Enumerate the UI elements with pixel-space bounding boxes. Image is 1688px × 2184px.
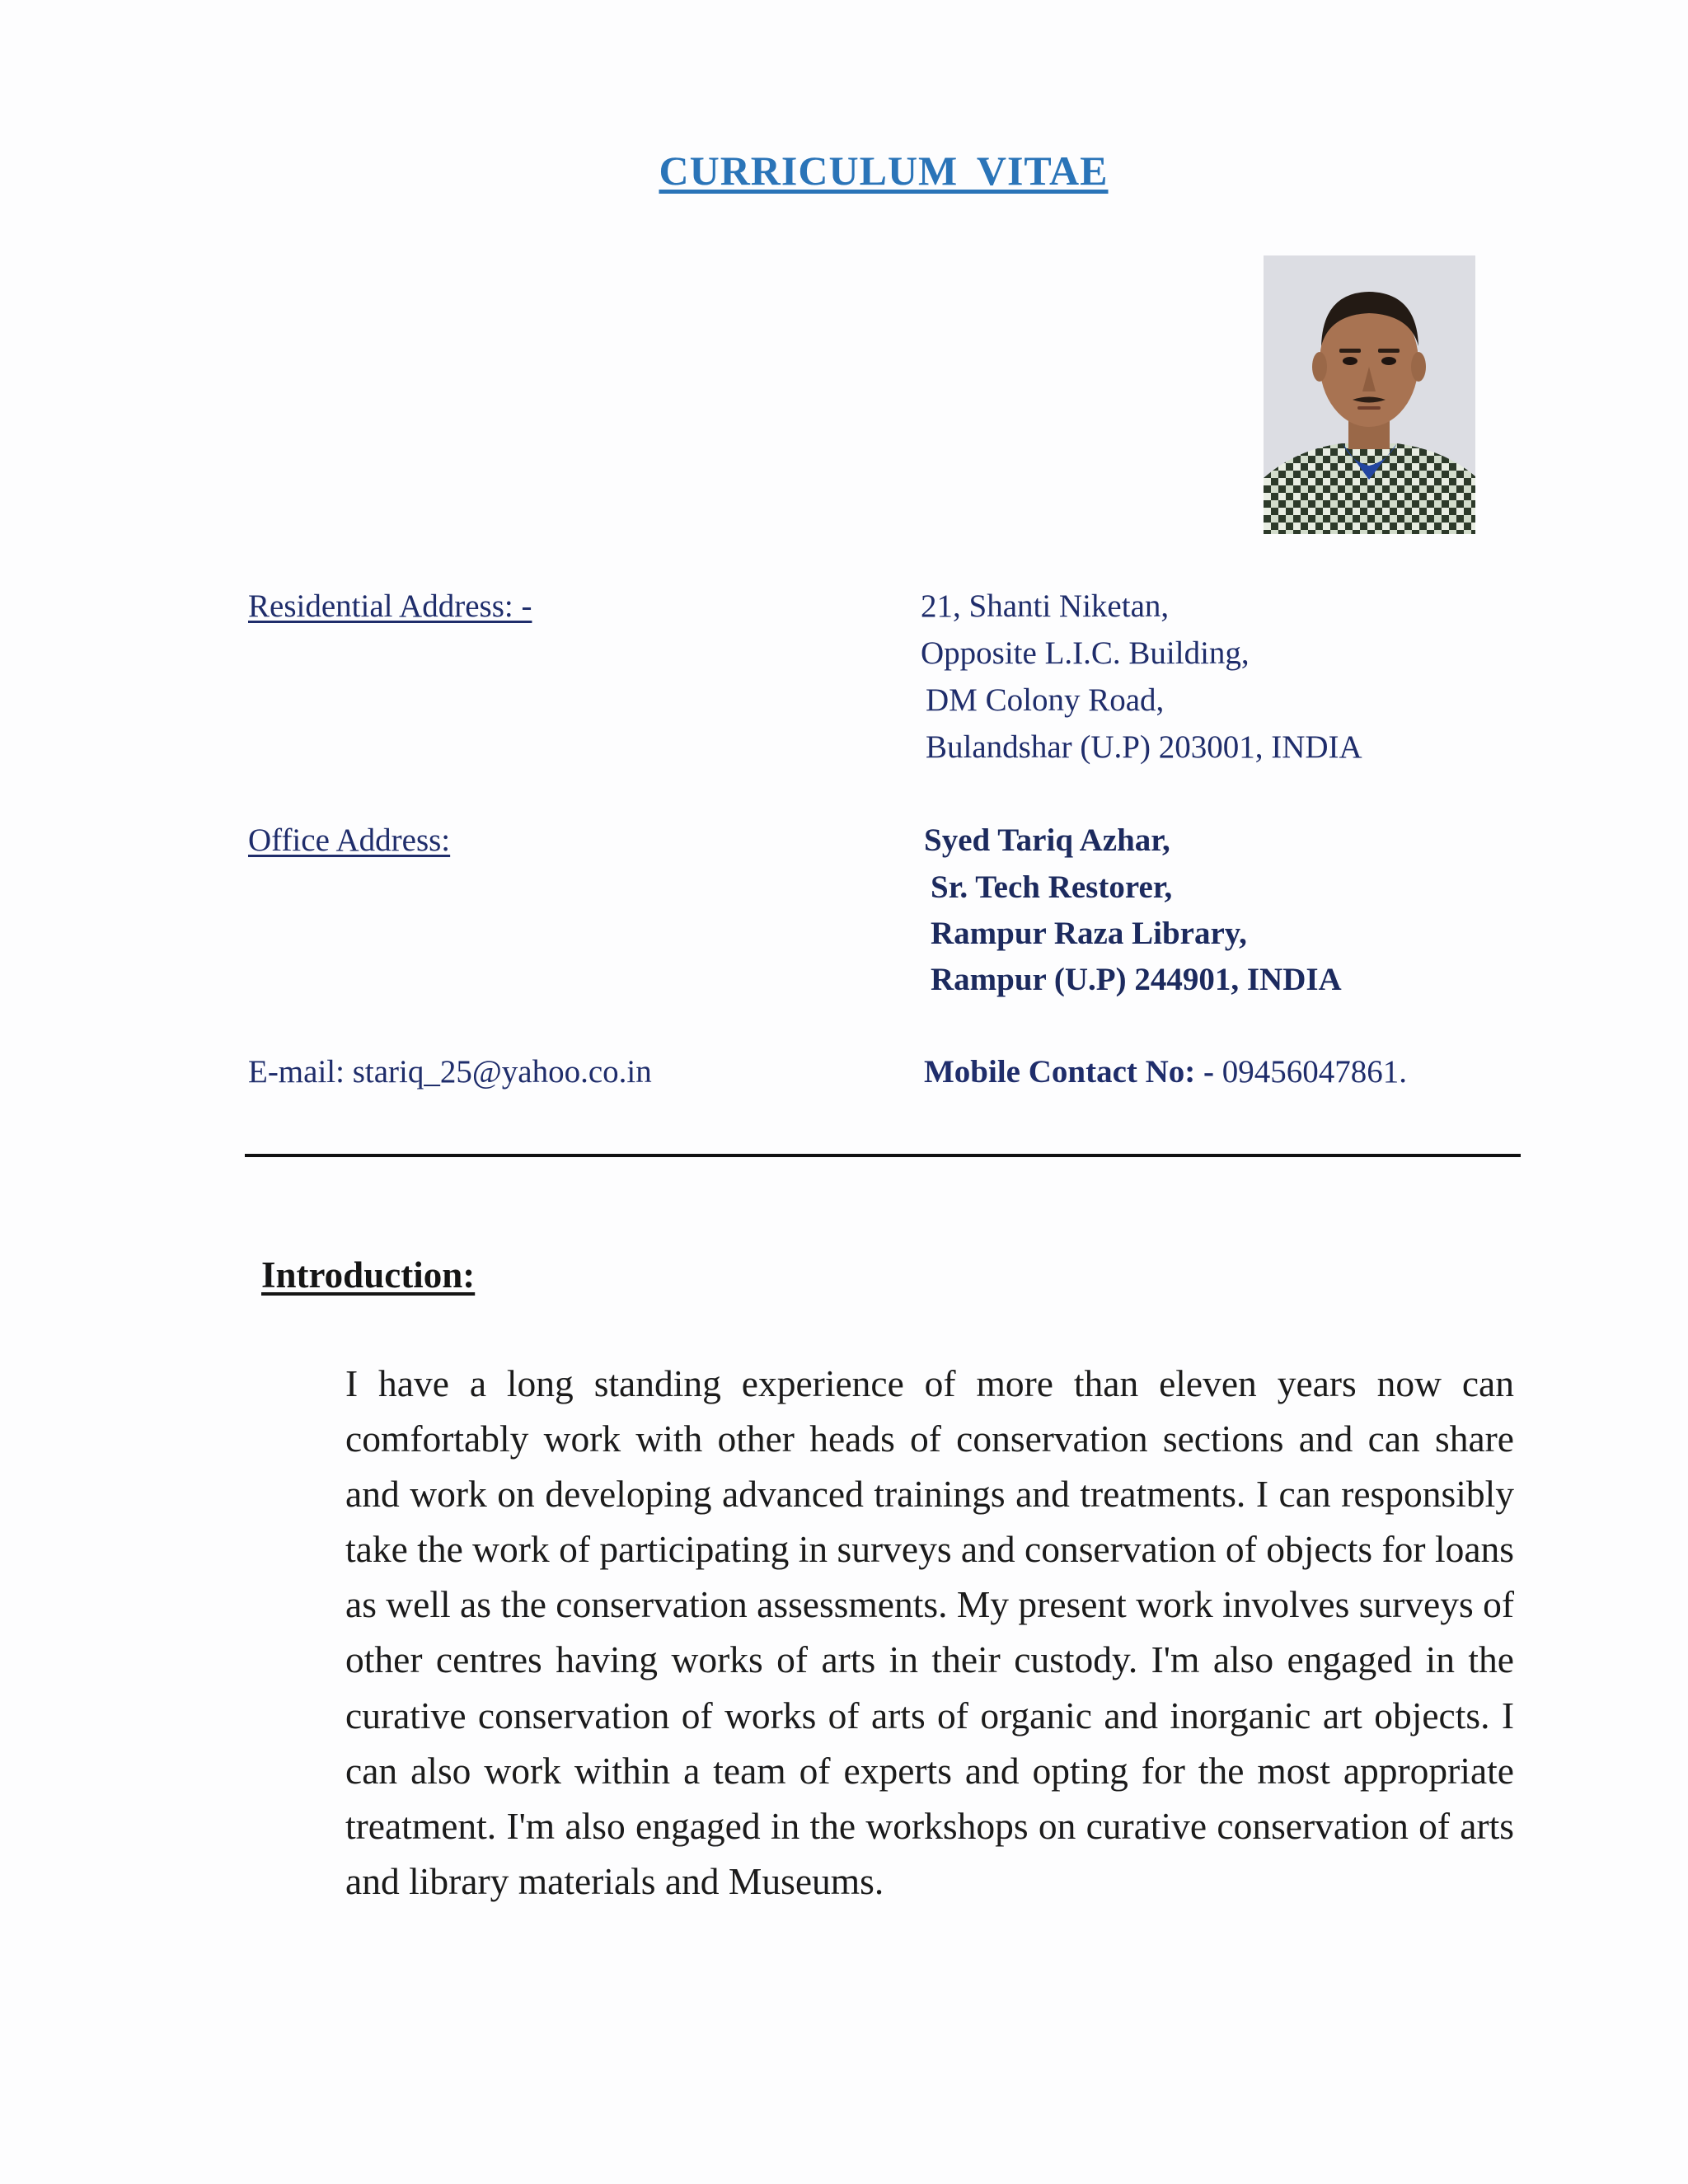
office-address-line: Syed Tariq Azhar, xyxy=(924,823,1170,858)
email-text: E-mail: stariq_25@yahoo.co.in xyxy=(248,1054,652,1090)
residential-address-line: DM Colony Road, xyxy=(926,682,1165,718)
residential-address-line: Bulandshar (U.P) 203001, INDIA xyxy=(926,729,1362,765)
residential-address-line: Opposite L.I.C. Building, xyxy=(921,635,1250,671)
office-address-line: Rampur Raza Library, xyxy=(931,916,1247,951)
mobile-number: 09456047861. xyxy=(1214,1054,1408,1090)
residential-address-label: Residential Address: - xyxy=(248,588,532,624)
mobile-label: Mobile Contact No: - xyxy=(924,1054,1215,1090)
mobile-contact xyxy=(924,1053,1407,1090)
profile-photo xyxy=(1264,255,1475,534)
document-title: CURRICULUM VITAE xyxy=(659,148,1109,194)
office-address-line: Sr. Tech Restorer, xyxy=(931,869,1173,905)
introduction-paragraph: I have a long standing experience of more than eleven years now can comfortably work with other heads of conservation sections and can share and work on developing advanced trainings and treatments. I can responsibly take the work of participating in surveys and conservation of objects for loans as well as the conservation assessments. My present work involves surveys of other centres having works of arts in their custody. I'm also engaged in the curative conservation of works of arts of organic and inorganic art objects. I can also work within a team of experts and opting for the most appropriate treatment. I'm also engaged in the workshops on curative conservation of arts and library materials and Museums. xyxy=(345,1362,1514,1902)
introduction-heading: Introduction: xyxy=(261,1254,476,1296)
residential-address-line: 21, Shanti Niketan, xyxy=(921,588,1170,624)
office-address-line: Rampur (U.P) 244901, INDIA xyxy=(931,962,1342,997)
office-address-label: Office Address: xyxy=(248,823,451,858)
horizontal-divider xyxy=(245,1154,1521,1157)
